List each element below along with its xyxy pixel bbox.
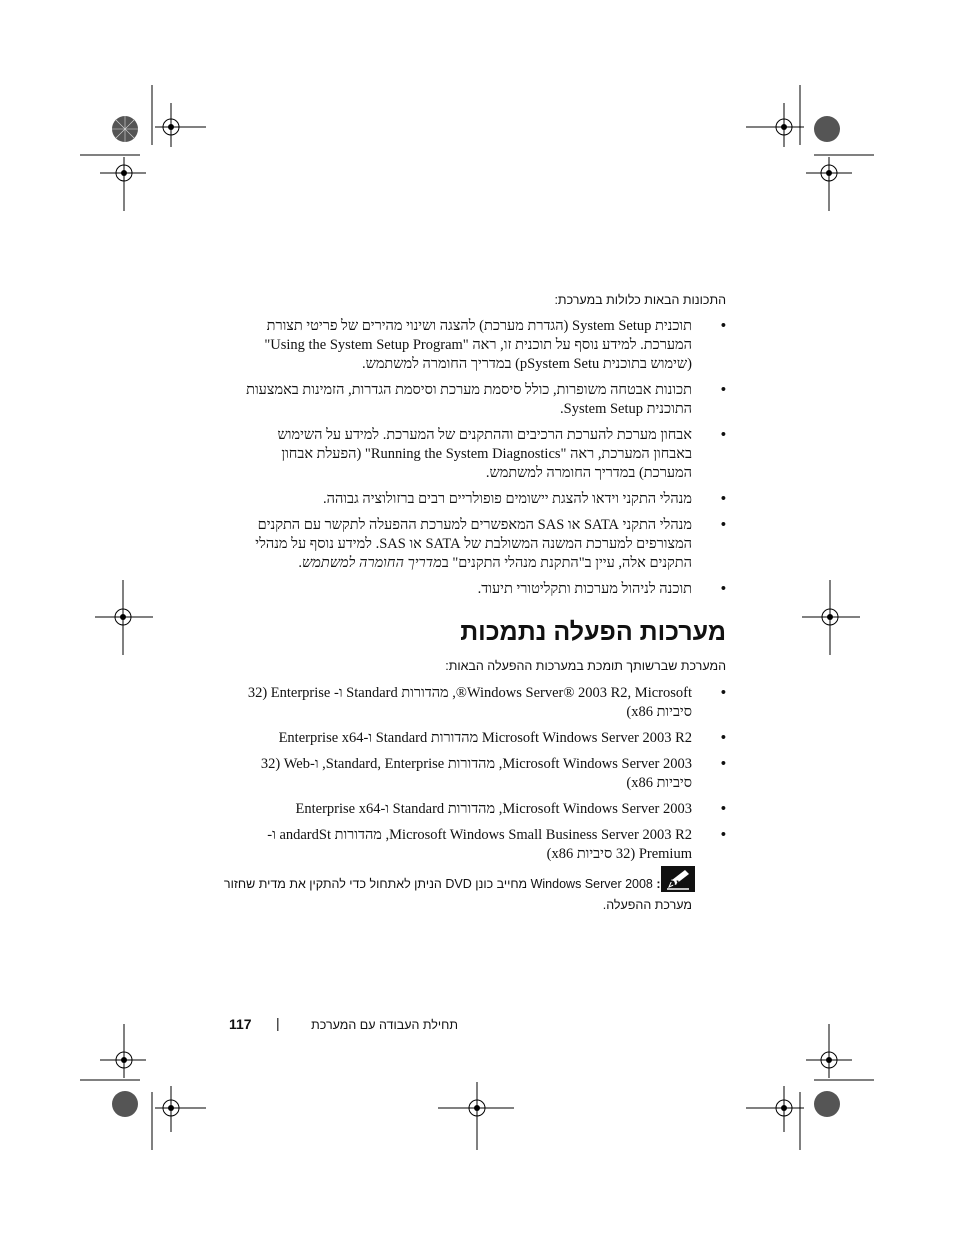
list-item-text: תכונות אבטחה משופרות, כולל סיסמת מערכת וסיסמת הגדרות, הזמינות באמצעות התוכנית System Setup.: [246, 382, 692, 417]
list-item-text: תוכנה לניהול מערכות ותקליטורי תיעוד.: [477, 581, 692, 597]
crop-mark-top-right-icon: [744, 85, 874, 215]
list-item-text: [236, 516, 692, 573]
bullet: •: [720, 827, 726, 843]
list-item: [236, 490, 726, 509]
list-item: [236, 826, 726, 864]
list-item-text: Microsoft Windows Small Business Server 2003 R2, מהדורות andardSt ו-Premium (32 סיביות x86): [267, 827, 692, 862]
bullet: •: [720, 685, 726, 701]
crop-mark-top-left-icon: [80, 85, 210, 215]
bullet: •: [720, 581, 726, 597]
features-list: [236, 317, 726, 606]
list-item-text-end: .: [298, 555, 302, 571]
crop-mark-bottom-left-icon: [80, 1022, 210, 1152]
crop-mark-mid-right-icon: [800, 580, 860, 655]
crop-mark-bottom-right-icon: [744, 1022, 874, 1152]
bullet: •: [720, 517, 726, 533]
os-intro: המערכת שברשותך תומכת במערכות ההפעלה הבאות:: [445, 659, 726, 673]
list-item: [236, 426, 726, 483]
list-item-text: תוכנית System Setup (הגדרת מערכת) להצגה ושינוי מהירים של פריטי תצורת המערכת. למידע נוסף על תוכנית זו, ראה "Using the System Setup Program" (שימוש בתוכנית pSystem Setu) במדריך החומרה למשתמש.: [264, 318, 692, 372]
list-item: [236, 684, 726, 722]
bullet: •: [720, 730, 726, 746]
list-item: [236, 516, 726, 573]
list-item-text: Microsoft Windows Server 2003, מהדורות Standard ו-Enterprise x64: [295, 801, 692, 817]
list-item-text: מנהלי התקני וידאו להצגת יישומים פופולריים רבים ברזולוציה גבוהה.: [323, 491, 692, 507]
list-item: [236, 729, 726, 748]
page-number: 117: [229, 1016, 252, 1032]
list-item-text: Windows Server® 2003 R2, Microsoft®, מהדורות Standard ו- Enterprise (32 סיביות x86): [247, 685, 692, 720]
list-item-text: Microsoft Windows Server 2003, מהדורות Standard, Enterprise, ו-Web (32 סיביות x86): [260, 756, 692, 791]
list-item: [236, 800, 726, 819]
list-item: [236, 755, 726, 793]
bullet: •: [720, 318, 726, 334]
footer-chapter-title: תחילת העבודה עם המערכת: [311, 1018, 458, 1032]
bullet: •: [720, 427, 726, 443]
os-list: [236, 684, 726, 871]
manual-title: מדריך החומרה למשתמש: [301, 555, 442, 571]
list-item: [236, 317, 726, 374]
list-item: [236, 381, 726, 419]
list-item-text-main: מנהלי התקני SATA או SAS המאפשרים למערכת ההפעלה לתקשר עם התקנים המצורפים למערכת המשנה המשולבת של SATA או SAS. למידע נוסף על מנהלי התקנים אלה, עיין ב"התקנת מנהלי התקנים" ב: [255, 517, 692, 571]
bullet: •: [720, 756, 726, 772]
list-item-text: Microsoft Windows Server 2003 R2 מהדורות Standard ו-Enterprise x64: [278, 730, 692, 746]
bullet: •: [720, 801, 726, 817]
note-text: Windows Server 2008 מחייב כונן DVD הניתן לאתחול כדי להתקין את מדית שחזור מערכת ההפעלה.: [223, 877, 692, 912]
footer-separator: |: [276, 1015, 280, 1031]
bullet: •: [720, 491, 726, 507]
features-intro: התכונות הבאות כלולות במערכת:: [554, 293, 726, 307]
section-heading: מערכות הפעלה נתמכות: [460, 618, 726, 646]
list-item: [236, 580, 726, 599]
note-block: [222, 874, 692, 916]
list-item-text: אבחון מערכת להערכת הרכיבים וההתקנים של המערכת. למידע על השימוש באבחון המערכת, ראה "Running the System Diagnostics" (הפעלת אבחון המערכת) במדריך החומרה למשתמש.: [277, 427, 692, 481]
crop-mark-bottom-center-icon: [438, 1082, 518, 1152]
bullet: •: [720, 382, 726, 398]
note-label: הערה:: [656, 877, 692, 891]
crop-mark-mid-left-icon: [95, 580, 155, 655]
